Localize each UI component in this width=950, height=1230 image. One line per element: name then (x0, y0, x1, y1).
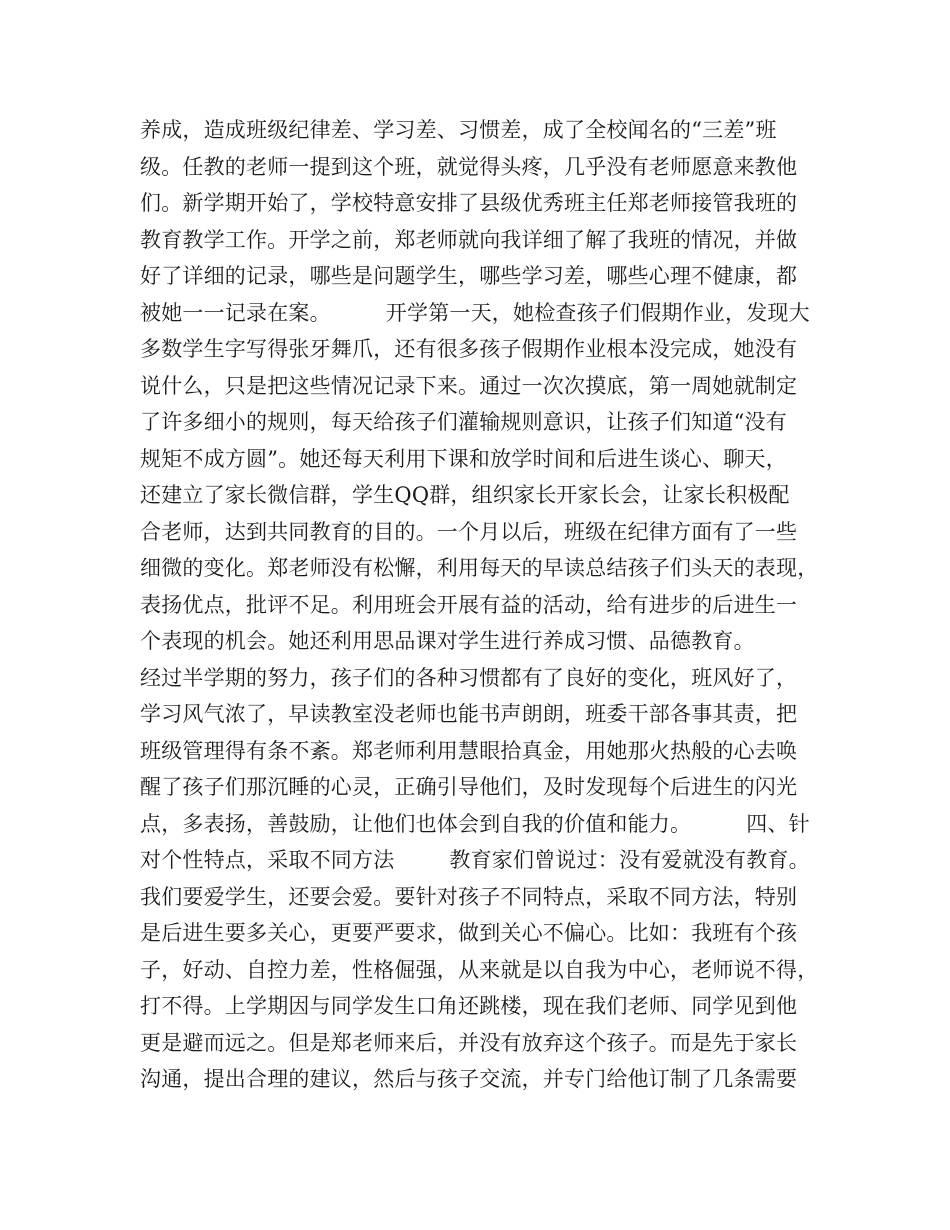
text-line: 级。任教的老师一提到这个班，就觉得头疼，几乎没有老师愿意来教他 (140, 154, 798, 179)
text-line: 被她一一记录在案。 开学第一天，她检查孩子们假期作业，发现大 (140, 300, 810, 325)
text-line: 学习风气浓了，早读教室没老师也能书声朗朗，班委干部各事其责，把 (140, 702, 798, 726)
text-line: 教育教学工作。开学之前，郑老师就向我详细了解了我班的情况，并做 (140, 227, 798, 252)
text-line: 班级管理得有条不紊。郑老师利用慧眼拾真金，用她那火热般的心去唤 (140, 738, 798, 763)
text-line: 还建立了家长微信群，学生QQ群，组织家长开家长会，让家长积极配 (140, 483, 790, 507)
text-line: 养成，造成班级纪律差、学习差、习惯差，成了全校闻名的“三差”班 (140, 118, 777, 142)
text-line: 细微的变化。郑老师没有松懈，利用每天的早读总结孩子们头天的表现， (140, 556, 819, 580)
text-line: 们。新学期开始了，学校特意安排了县级优秀班主任郑老师接管我班的 (140, 191, 798, 215)
text-line: 子，好动、自控力差，性格倔强，从来就是以自我为中心，老师说不得， (140, 957, 819, 982)
text-line: 更是避而远之。但是郑老师来后，并没有放弃这个孩子。而是先于家长 (140, 1030, 798, 1055)
text-line: 说什么，只是把这些情况记录下来。通过一次次摸底，第一周她就制定 (140, 373, 798, 398)
text-line: 点，多表扬，善鼓励，让他们也体会到自我的价值和能力。 四、针 (140, 811, 810, 836)
text-line: 表扬优点，批评不足。利用班会开展有益的活动，给有进步的后进生一 (140, 592, 798, 617)
body-text (140, 112, 840, 1098)
text-line: 合老师，达到共同教育的目的。一个月以后，班级在纪律方面有了一些 (140, 519, 798, 544)
text-line: 打不得。上学期因与同学发生口角还跳楼，现在我们老师、同学见到他 (140, 994, 798, 1018)
text-line: 醒了孩子们那沉睡的心灵，正确引导他们，及时发现每个后进生的闪光 (140, 775, 798, 799)
text-line: 对个性特点，采取不同方法 教育家们曾说过：没有爱就没有教育。 (140, 848, 810, 872)
text-line: 多数学生字写得张牙舞爪，还有很多孩子假期作业根本没完成，她没有 (140, 337, 798, 361)
text-line: 是后进生要多关心，更要严要求，做到关心不偏心。比如：我班有个孩 (140, 921, 798, 945)
text-line: 好了详细的记录，哪些是问题学生，哪些学习差，哪些心理不健康，都 (140, 264, 798, 288)
text-line: 规矩不成方圆”。她还每天利用下课和放学时间和后进生谈心、聊天， (140, 446, 787, 471)
text-line: 经过半学期的努力，孩子们的各种习惯都有了良好的变化，班风好了， (140, 665, 798, 690)
text-line: 沟通，提出合理的建议，然后与孩子交流，并专门给他订制了几条需要 (140, 1067, 798, 1091)
text-line: 个表现的机会。她还利用思品课对学生进行养成习惯、品德教育。 (140, 629, 755, 653)
text-line: 我们要爱学生，还要会爱。要针对孩子不同特点，采取不同方法，特别 (140, 884, 798, 909)
text-line: 了许多细小的规则，每天给孩子们灌输规则意识，让孩子们知道“没有 (140, 410, 787, 434)
